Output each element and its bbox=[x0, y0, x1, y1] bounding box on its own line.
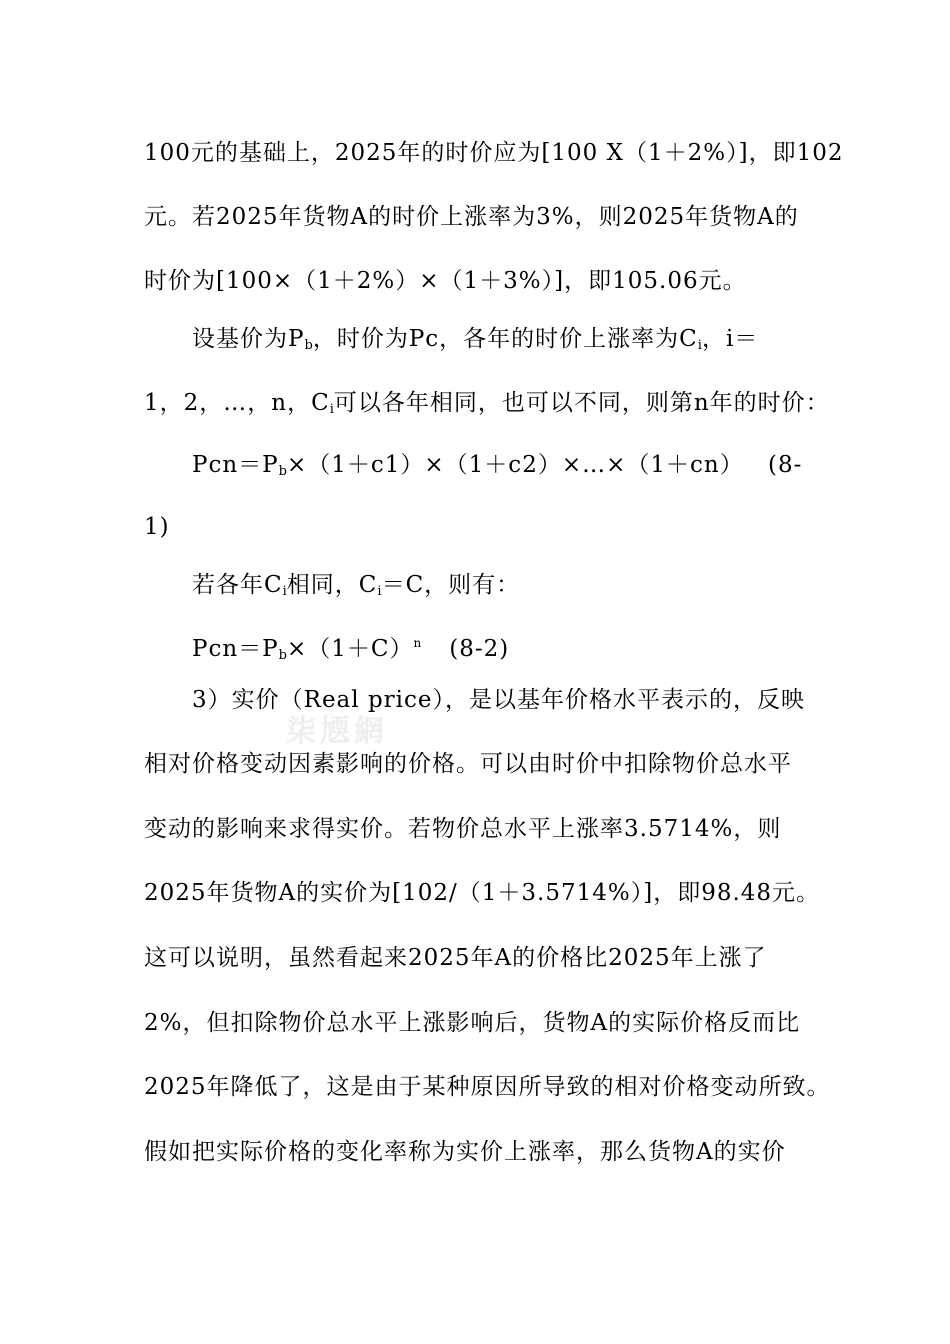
formula-8-2 bbox=[192, 627, 509, 672]
subscript: i bbox=[329, 402, 334, 417]
text-segment: 1，2，…，n，C bbox=[144, 390, 330, 416]
text-segment: ，i＝ bbox=[701, 326, 759, 352]
text-line-1: 100元的基础上，2025年的时价应为[100 X（1＋2%）]，即102 bbox=[144, 140, 844, 166]
text-segment: ，时价为Pc，各年的时价上涨率为C bbox=[312, 326, 698, 352]
subscript: b bbox=[304, 338, 313, 353]
text-line-13: 2025年货物A的实价为[102/（1＋3.5714%）]，即98.48元。 bbox=[144, 880, 821, 906]
text-line-15: 2%，但扣除物价总水平上涨影响后，货物A的实际价格反而比 bbox=[144, 1010, 801, 1036]
text-segment: ＝C，则有： bbox=[381, 572, 521, 598]
equation-number-8-1: (8- bbox=[768, 452, 803, 478]
text-line-14: 这可以说明，虽然看起来2025年A的价格比2025年上涨了 bbox=[144, 945, 767, 971]
subscript: i bbox=[697, 338, 702, 353]
text-segment: 可以各年相同，也可以不同，则第n年的时价： bbox=[333, 390, 830, 416]
text-segment: ×（1＋c1）×（1＋c2）×…×（1＋cn） bbox=[286, 452, 744, 478]
text-segment: Pcn＝P bbox=[192, 452, 279, 478]
text-segment: ×（1＋C） bbox=[286, 636, 414, 662]
text-line-12: 变动的影响来求得实价。若物价总水平上涨率3.5714%，则 bbox=[144, 816, 782, 842]
formula-8-1 bbox=[192, 449, 832, 488]
text-line-8 bbox=[192, 569, 520, 608]
text-line-11: 相对价格变动因素影响的价格。可以由时价中扣除物价总水平 bbox=[144, 751, 792, 777]
text-line-2: 元。若2025年货物A的时价上涨率为3%，则2025年货物A的 bbox=[144, 204, 799, 230]
watermark: 柒㐡網 bbox=[286, 714, 388, 749]
subscript: b bbox=[278, 648, 287, 663]
text-segment: 若各年C bbox=[192, 572, 283, 598]
text-line-17: 假如把实际价格的变化率称为实价上涨率，那么货物A的实价 bbox=[144, 1139, 786, 1165]
text-line-16: 2025年降低了，这是由于某种原因所导致的相对价格变动所致。 bbox=[144, 1074, 831, 1100]
superscript: n bbox=[413, 636, 422, 650]
text-segment: 设基价为P bbox=[192, 326, 305, 352]
text-segment: Pcn＝P bbox=[192, 636, 279, 662]
text-line-3: 时价为[100×（1＋2%）×（1＋3%）]，即105.06元。 bbox=[144, 268, 747, 294]
text-line-5 bbox=[144, 387, 830, 426]
text-line-10: 3）实价（Real price），是以基年价格水平表示的，反映 bbox=[192, 687, 806, 713]
text-segment: (8-2) bbox=[449, 636, 510, 662]
text-line-7: 1) bbox=[144, 514, 170, 540]
subscript: i bbox=[282, 584, 287, 599]
text-line-4 bbox=[192, 323, 758, 362]
subscript: i bbox=[377, 584, 382, 599]
subscript: b bbox=[278, 464, 287, 479]
text-segment: 相同，C bbox=[286, 572, 378, 598]
